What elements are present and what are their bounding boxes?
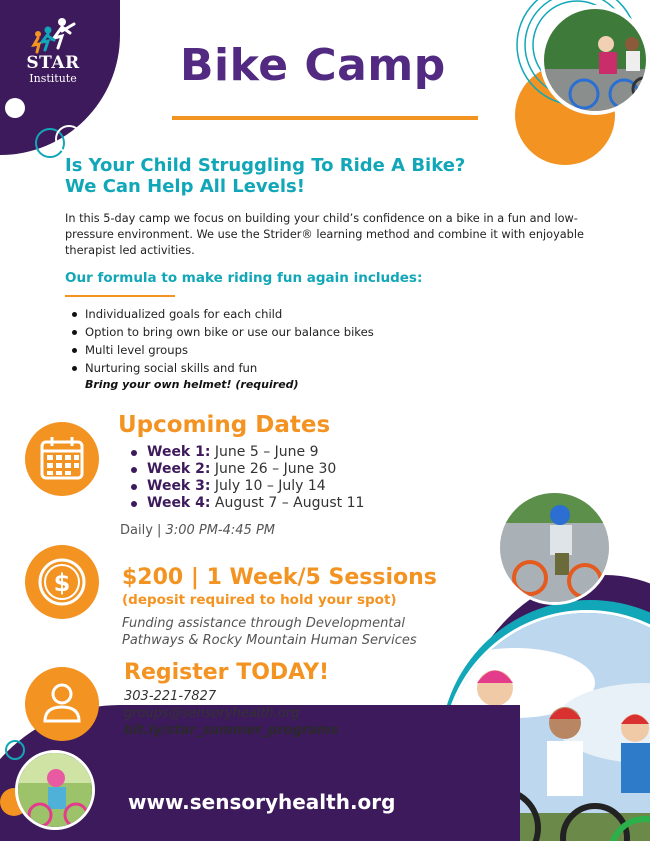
list-item (130, 444, 364, 461)
week-label: Week 4: (147, 495, 211, 511)
feature-list (70, 305, 470, 377)
decorative-dot (5, 98, 25, 118)
week-label: Week 1: (147, 444, 211, 460)
dates-heading: Upcoming Dates (118, 412, 331, 438)
list-item (130, 495, 364, 512)
contact-info (124, 688, 338, 739)
daily-label: Daily | (120, 523, 166, 538)
headline-line-2: We Can Help All Levels! (65, 176, 305, 197)
logo-subtitle: Institute (29, 72, 77, 85)
website-link[interactable]: www.sensoryhealth.org (128, 790, 396, 814)
email-link[interactable]: groups@sensoryhealth.org (124, 706, 300, 721)
headline (65, 155, 525, 197)
svg-text:$: $ (53, 569, 71, 597)
decorative-ring (5, 740, 25, 760)
photo-girl-on-bike (15, 750, 95, 830)
list-item: Option to bring own bike or use our balance bikes (70, 323, 470, 341)
list-item: Individualized goals for each child (70, 305, 470, 323)
register-heading: Register TODAY! (124, 660, 330, 685)
dates-list (130, 444, 364, 512)
funding-note: Funding assistance through Developmental Pathways & Rocky Mountain Human Services (122, 616, 417, 648)
list-item (130, 478, 364, 495)
price-heading: $200 | 1 Week/5 Sessions (122, 565, 437, 590)
photo-kids-riding-bikes (540, 5, 650, 115)
week-label: Week 2: (147, 461, 211, 477)
daily-time: 3:00 PM-4:45 PM (165, 523, 275, 538)
calendar-icon (25, 422, 99, 496)
photo-boy-on-bike (497, 490, 612, 605)
page-title: Bike Camp (180, 40, 446, 91)
headline-line-1: Is Your Child Struggling To Ride A Bike? (65, 155, 466, 176)
deposit-note: (deposit required to hold your spot) (122, 592, 397, 608)
decorative-ring (55, 125, 83, 153)
registration-link[interactable]: bit.ly/star_summer_programs (124, 723, 339, 738)
week-range: June 5 – June 9 (214, 444, 319, 460)
daily-schedule (120, 523, 275, 538)
logo-figures-icon (18, 16, 88, 54)
list-item: Nurturing social skills and fun (70, 359, 470, 377)
formula-heading: Our formula to make riding fun again includes: (65, 270, 423, 286)
phone-number[interactable]: 303-221-7827 (124, 689, 217, 704)
intro-paragraph: In this 5-day camp we focus on building your child’s confidence on a bike in a fun and low-pressure environment. We use the Strider® learning method and combine it with enjoyable therapist led activities. (65, 212, 584, 257)
week-range: August 7 – August 11 (214, 495, 365, 511)
dollar-icon (25, 545, 99, 619)
helmet-note: Bring your own helmet! (required) (85, 378, 299, 391)
list-item: Multi level groups (70, 341, 470, 359)
star-institute-logo (18, 16, 88, 85)
week-range: July 10 – July 14 (214, 478, 326, 494)
week-label: Week 3: (147, 478, 211, 494)
list-item (130, 461, 364, 478)
logo-name: STAR (26, 53, 80, 73)
week-range: June 26 – June 30 (214, 461, 337, 477)
title-underline (172, 116, 478, 120)
person-icon (25, 667, 99, 741)
formula-underline (65, 295, 175, 297)
